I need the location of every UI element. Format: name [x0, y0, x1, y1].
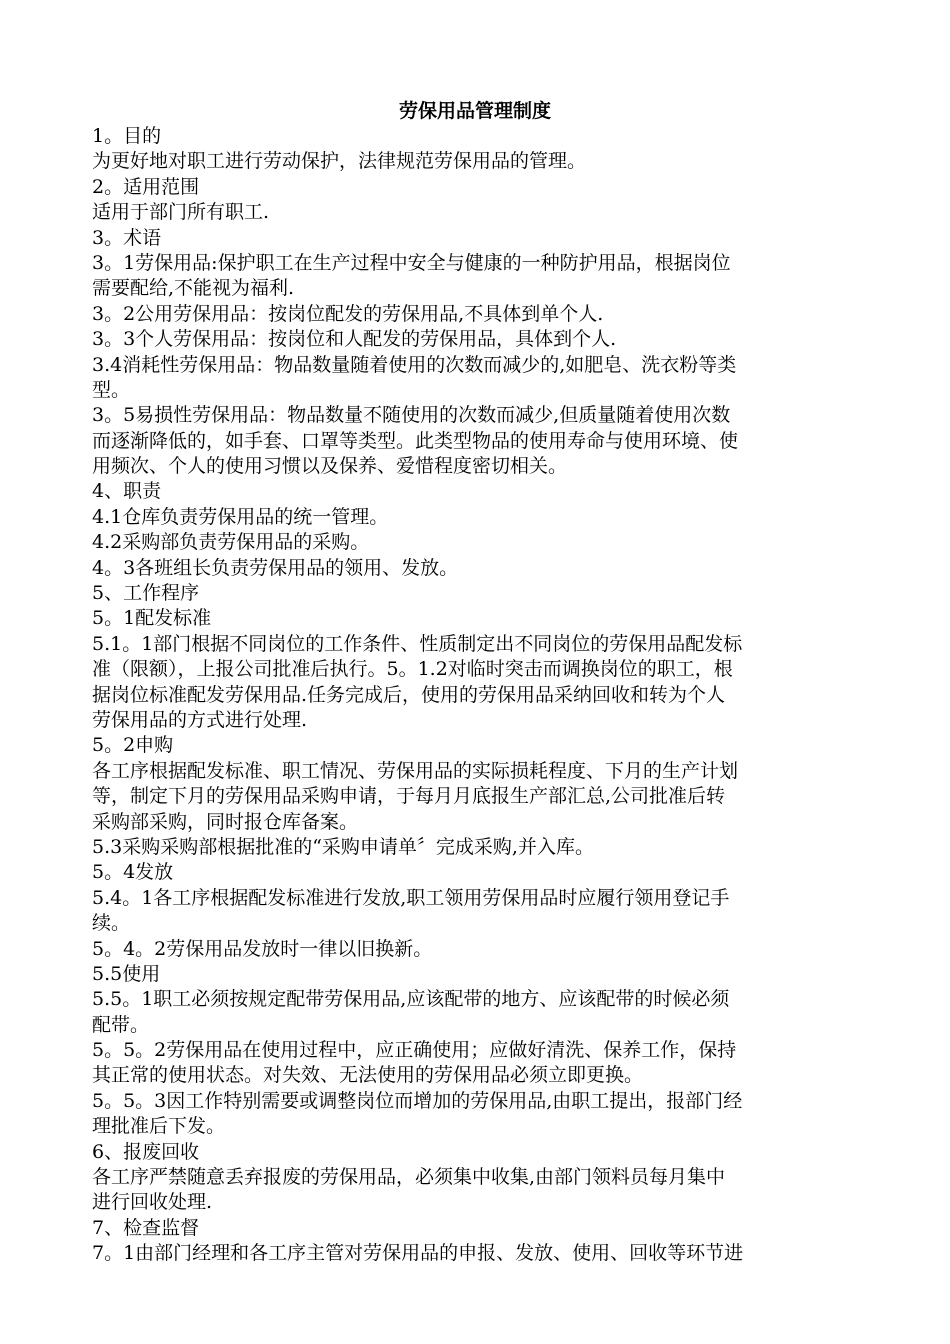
text-line: 5、工作程序 — [92, 582, 200, 605]
text-line: 3。5易损性劳保用品：物品数量不随使用的次数而减少,但质量随着使用次数 — [92, 404, 731, 427]
text-line: 3。2公用劳保用品：按岗位配发的劳保用品,不具体到单个人. — [92, 302, 604, 325]
text-line: 理批准后下发。 — [92, 1115, 226, 1138]
text-line: 3。术语 — [92, 226, 162, 249]
text-line: 配带。 — [92, 1013, 150, 1036]
text-line: 5.3采购采购部根据批准的“采购申请单〞完成采购,并入库。 — [92, 835, 594, 858]
text-line: 准（限额），上报公司批准后执行。5。1.2对临时突击而调换岗位的职工，根 — [92, 658, 733, 681]
text-line: 5.4。1各工序根据配发标准进行发放,职工领用劳保用品时应履行领用登记手 — [92, 886, 730, 909]
text-line: 1。目的 — [92, 125, 162, 147]
text-line: 4、职责 — [92, 480, 162, 503]
text-line: 而逐渐降低的，如手套、口罩等类型。此类型物品的使用寿命与使用环境、使 — [92, 429, 739, 452]
text-line: 各工序严禁随意丢弃报废的劳保用品，必须集中收集,由部门领料员每月集中 — [92, 1166, 726, 1189]
text-line: 6、报废回收 — [92, 1140, 200, 1163]
document-title: 劳保用品管理制度 — [398, 100, 551, 122]
document-body — [92, 124, 862, 1267]
text-line: 3。3个人劳保用品：按岗位和人配发的劳保用品，具体到个人. — [92, 328, 617, 351]
text-line: 适用于部门所有职工. — [92, 201, 270, 224]
text-line: 5。2申购 — [92, 734, 174, 757]
text-line: 据岗位标准配发劳保用品.任务完成后，使用的劳保用品采纳回收和转为个人 — [92, 683, 726, 706]
text-line: 续。 — [92, 912, 131, 935]
text-line: 其正常的使用状态。对失效、无法使用的劳保用品必须立即更换。 — [92, 1064, 644, 1087]
text-line: 劳保用品的方式进行处理. — [92, 708, 308, 731]
text-line: 5。5。3因工作特别需要或调整岗位而增加的劳保用品,由职工提出，报部门经 — [92, 1089, 743, 1112]
text-line: 3.4消耗性劳保用品：物品数量随着使用的次数而减少的,如肥皂、洗衣粉等类 — [92, 353, 737, 376]
text-line: 5。4发放 — [92, 861, 174, 884]
text-line: 2。适用范围 — [92, 175, 200, 198]
text-line: 需要配给,不能视为福利. — [92, 277, 295, 300]
text-line: 5.1。1部门根据不同岗位的工作条件、性质制定出不同岗位的劳保用品配发标 — [92, 632, 743, 655]
text-line: 型。 — [92, 378, 131, 401]
text-line: 3。1劳保用品:保护职工在生产过程中安全与健康的一种防护用品，根据岗位 — [92, 251, 731, 274]
text-line: 采购部采购，同时报仓库备案。 — [92, 810, 359, 833]
text-line: 4.1仓库负责劳保用品的统一管理。 — [92, 505, 389, 528]
text-line: 5.5使用 — [92, 962, 161, 985]
text-line: 7、检查监督 — [92, 1216, 200, 1239]
text-line: 等，制定下月的劳保用品采购申请，于每月月底报生产部汇总,公司批准后转 — [92, 785, 726, 808]
text-line: 进行回收处理. — [92, 1191, 213, 1214]
text-line: 5。1配发标准 — [92, 607, 212, 630]
text-line: 7。1由部门经理和各工序主管对劳保用品的申报、发放、使用、回收等环节进 — [92, 1242, 744, 1265]
text-line: 4.2采购部负责劳保用品的采购。 — [92, 531, 370, 554]
text-line: 4。3各班组长负责劳保用品的领用、发放。 — [92, 556, 459, 579]
text-line: 为更好地对职工进行劳动保护，法律规范劳保用品的管理。 — [92, 150, 587, 173]
text-line: 各工序根据配发标准、职工情况、劳保用品的实际损耗程度、下月的生产计划 — [92, 759, 739, 782]
text-line: 5。5。2劳保用品在使用过程中，应正确使用；应做好清洗、保养工作，保持 — [92, 1039, 737, 1062]
text-line: 用频次、个人的使用习惯以及保养、爱惜程度密切相关。 — [92, 455, 568, 478]
text-line: 5。4。2劳保用品发放时一律以旧换新。 — [92, 937, 433, 960]
text-line: 5.5。1职工必须按规定配带劳保用品,应该配带的地方、应该配带的时候必须 — [92, 988, 730, 1011]
